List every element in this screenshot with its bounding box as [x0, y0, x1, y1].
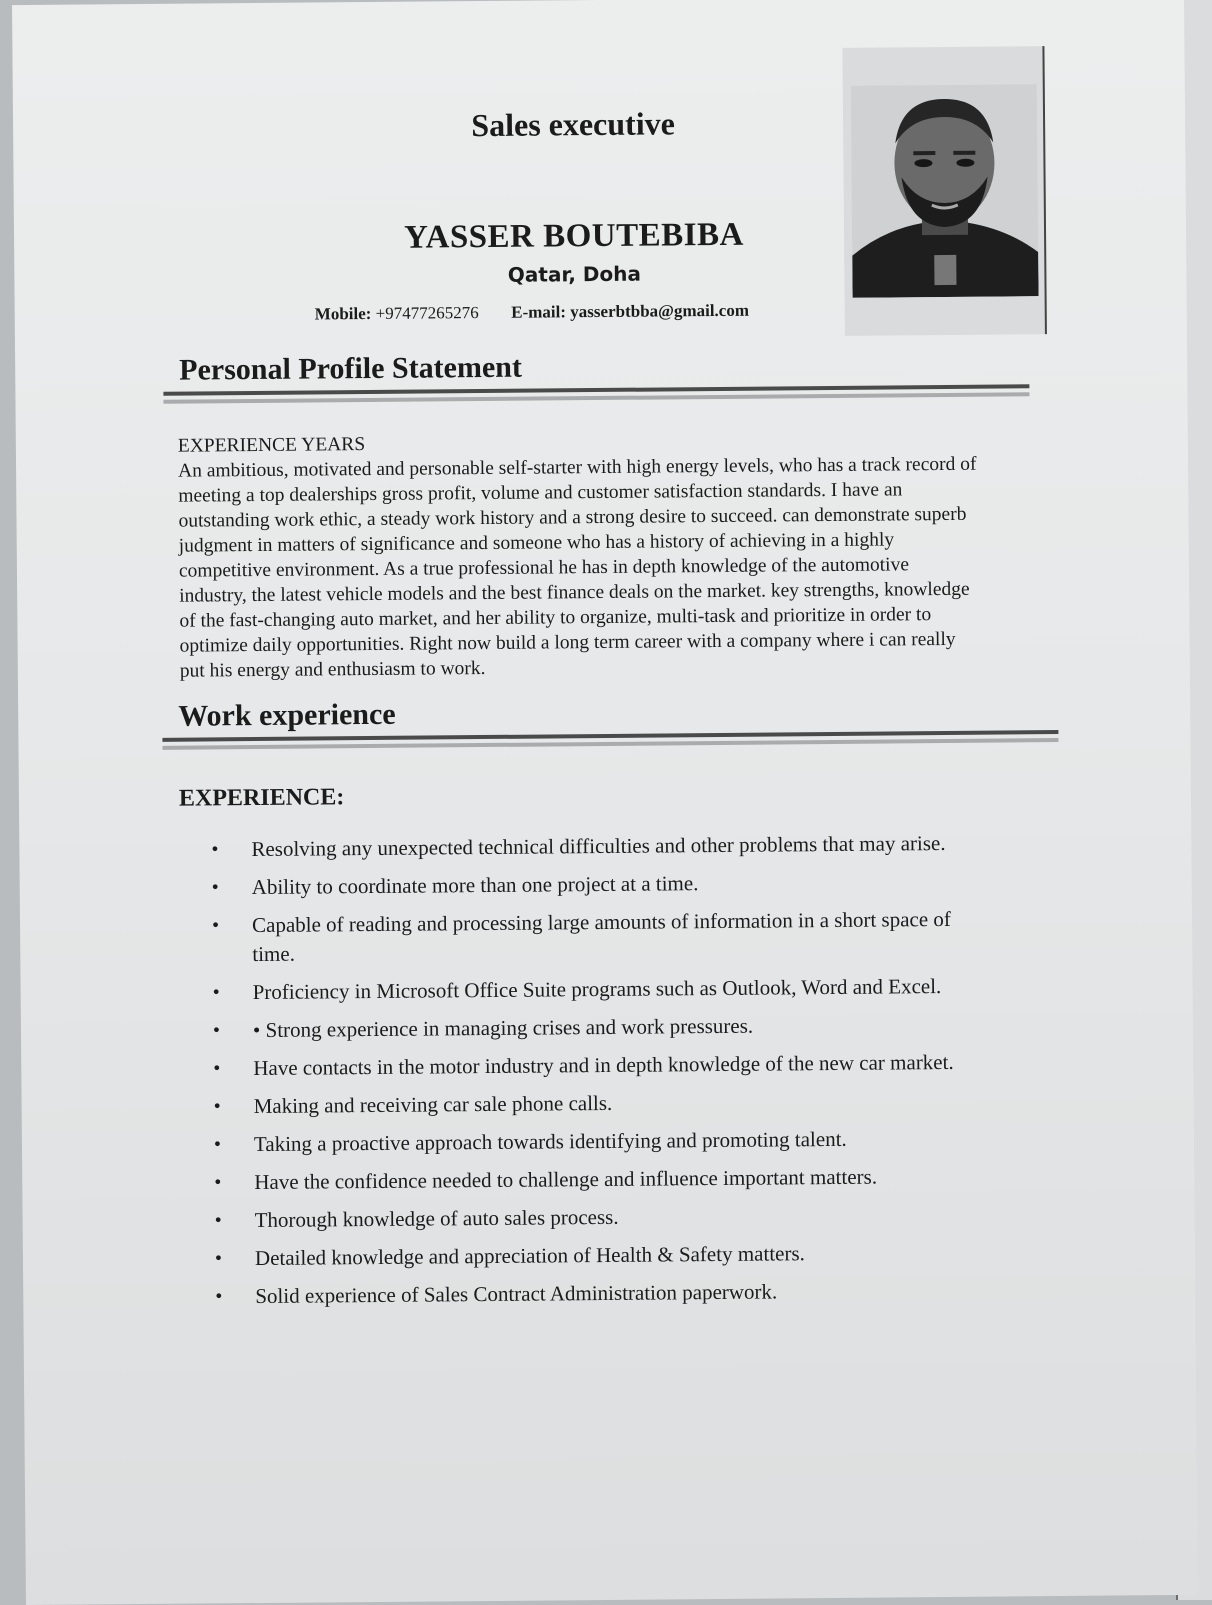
bullet-icon: •: [214, 1209, 222, 1232]
job-title: Sales executive: [471, 105, 675, 144]
list-item: • Making and receiving car sale phone calls.: [202, 1086, 992, 1122]
candidate-name: YASSER BOUTEBIBA: [404, 216, 745, 256]
bullet-icon: •: [211, 914, 220, 937]
bullet-icon: •: [211, 876, 219, 899]
list-item: • Have the confidence needed to challenge and influence important matters.: [202, 1162, 992, 1198]
contact-line: [315, 301, 749, 325]
profile-statement: [178, 427, 980, 684]
profile-photo: [842, 46, 1047, 336]
list-item: • Resolving any unexpected technical difficulties and other problems that may arise.: [199, 829, 989, 865]
bullet-icon: •: [215, 1285, 223, 1308]
profile-text: An ambitious, motivated and personable self-starter with high energy levels, who has a track record of meeting a top dealerships gross profit, volume and customer satisfaction standards. I have an outstanding work ethic, a steady work history and a strong desire to succeed. can demonstrate superb judgment in matters of significance and someone who has a history of achieving in a highly competitive environment. As a true professional he has in depth knowledge of the automotive industry, the latest vehicle models and the best finance deals on the market. key strengths, knowledge of the fast-changing auto market, and her ability to organize, multi-task and prioritize in order to optimize daily opportunities. Right now build a long term career with a company where i can really put his energy and enthusiasm to work.: [178, 453, 977, 682]
list-item: • • Strong experience in managing crises and work pressures.: [201, 1010, 991, 1046]
profile-subheading: EXPERIENCE YEARS: [177, 434, 366, 457]
bullet-icon: •: [213, 1057, 221, 1080]
list-item: • Proficiency in Microsoft Office Suite programs such as Outlook, Word and Excel.: [201, 972, 991, 1008]
email-address: yasserbtbba@gmail.com: [570, 300, 750, 322]
bullet-icon: •: [211, 838, 219, 861]
resume-page: [12, 0, 1198, 1605]
list-item: • Ability to coordinate more than one project at a time.: [200, 867, 990, 903]
profile-heading: Personal Profile Statement: [179, 350, 523, 387]
list-item: • Thorough knowledge of auto sales process.: [203, 1200, 993, 1236]
list-item: • Taking a proactive approach towards identifying and promoting talent.: [202, 1124, 992, 1160]
list-item: • Capable of reading and processing large amounts of information in a short space of time.: [211, 906, 951, 967]
experience-list: [199, 829, 993, 1321]
mobile-number: +97477265276: [375, 303, 479, 323]
bullet-icon: •: [214, 1171, 222, 1194]
bullet-icon: •: [212, 981, 220, 1004]
bullet-icon: •: [212, 1019, 221, 1042]
email-label: E-mail:: [511, 302, 567, 322]
bullet-icon: •: [214, 1247, 223, 1270]
list-item: • Have contacts in the motor industry and in depth knowledge of the new car market.: [201, 1048, 991, 1084]
list-item: • Detailed knowledge and appreciation of Health & Safety matters.: [203, 1238, 993, 1274]
bullet-icon: •: [213, 1095, 221, 1118]
experience-label: EXPERIENCE:: [178, 784, 345, 812]
location: Qatar, Doha: [507, 261, 642, 287]
work-heading: Work experience: [178, 697, 396, 733]
bullet-icon: •: [213, 1133, 222, 1156]
mobile-label: Mobile:: [314, 303, 372, 324]
list-item: • Solid experience of Sales Contract Administration paperwork.: [203, 1276, 993, 1312]
